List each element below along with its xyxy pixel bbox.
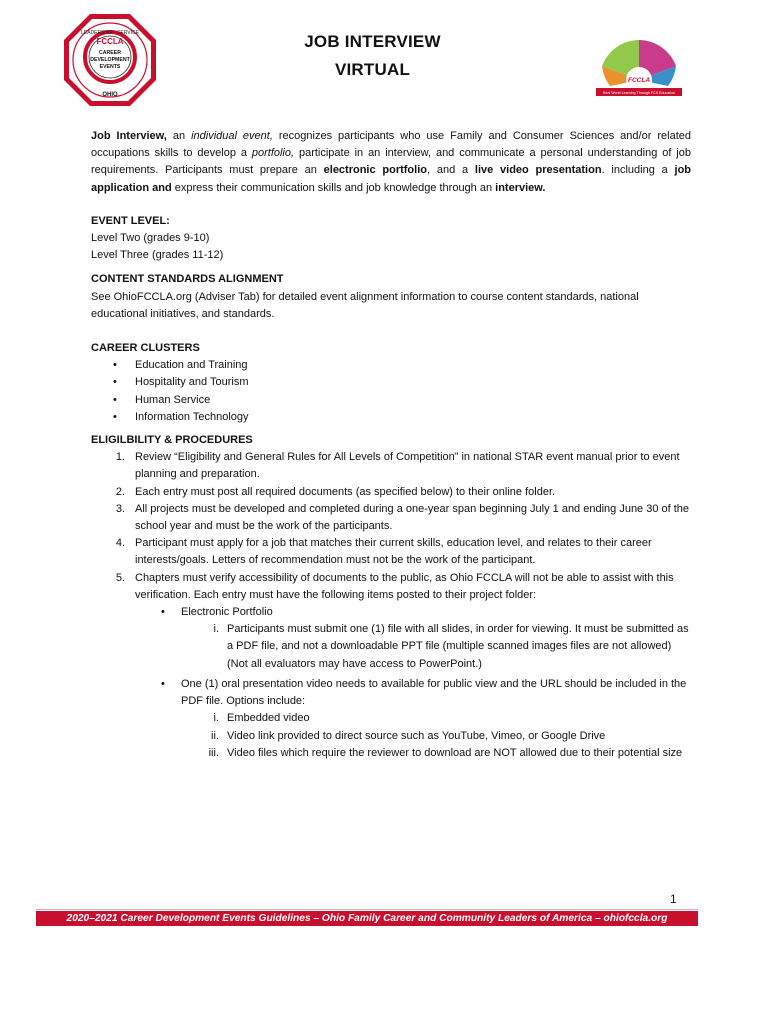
list-item: • Information Technology	[91, 409, 691, 426]
footer-divider	[36, 909, 698, 910]
svg-text:Real World Learning Through FC: Real World Learning Through FCS Education	[602, 91, 676, 95]
list-item	[181, 621, 691, 673]
item-number: i.	[213, 712, 219, 725]
career-clusters-list	[91, 357, 691, 426]
intro-text: express their communication skills and job knowledge through an	[171, 181, 496, 194]
video-options-sublist	[181, 710, 691, 762]
svg-text:FCCLA: FCCLA	[627, 77, 651, 84]
eligibility-heading: ELIGILBILITY & PROCEDURES	[91, 434, 253, 447]
list-item: • Human Service	[91, 392, 691, 409]
intro-text: interview.	[495, 181, 546, 194]
item-text: Participants must submit one (1) file with all slides, in order for viewing. It must be submitted as a PDF file, and not a downloadable PPT file (multiple scanned images files are not allowed) (Not all evaluators may have access to PowerPoint.)	[227, 623, 689, 670]
item-number: 2.	[115, 485, 125, 498]
portfolio-label: Electronic Portfolio	[181, 606, 273, 619]
item-number: iii.	[208, 746, 219, 759]
video-label: One (1) oral presentation video needs to available for public view and the URL should be included in the PDF file. Options include:	[181, 677, 687, 708]
svg-text:CAREER: CAREER	[99, 50, 121, 56]
event-level-heading: EVENT LEVEL:	[91, 214, 170, 227]
list-item	[91, 570, 691, 762]
list-item	[91, 449, 691, 483]
item-number: 5.	[115, 571, 125, 584]
item-number: i.	[213, 623, 219, 636]
list-item	[91, 501, 691, 535]
item-number: 1.	[115, 451, 125, 464]
intro-text: live video presentation	[474, 164, 602, 177]
intro-text: an	[166, 130, 192, 142]
list-item	[135, 676, 691, 762]
list-item	[181, 745, 691, 762]
item-text: Review “Eligibility and General Rules for All Levels of Competition” in national STAR event manual prior to event planning and preparation.	[135, 451, 680, 481]
page-number: 1	[670, 892, 677, 906]
item-text: All projects must be developed and completed during a one-year span beginning July 1 and ending June 30 of the school year and must be the work of the participants.	[135, 502, 690, 533]
standards-text: See OhioFCCLA.org (Adviser Tab) for detailed event alignment information to course content standards, national educational initiatives, and standards.	[91, 290, 639, 320]
intro-text: recognizes participants who use Family and Consumer Sciences and/or related occupations skills to develop a	[91, 130, 691, 160]
event-level-line: Level Three (grades 11-12)	[91, 249, 224, 262]
standards-heading: CONTENT STANDARDS ALIGNMENT	[91, 273, 284, 286]
intro-text: , and a	[427, 164, 475, 177]
svg-text:EVENTS: EVENTS	[99, 64, 121, 70]
list-item	[181, 710, 691, 727]
page-title-line1: JOB INTERVIEW	[304, 32, 441, 51]
list-item	[91, 484, 691, 501]
list-item: • Hospitality and Tourism	[91, 374, 691, 391]
intro-text: individual event,	[191, 130, 273, 142]
svg-text:DEVELOPMENT: DEVELOPMENT	[90, 57, 130, 63]
item-text: Embedded video	[227, 712, 310, 725]
item-text: Each entry must post all required documents (as specified below) to their online folder.	[135, 485, 556, 498]
event-level-line: Level Two (grades 9-10)	[91, 232, 210, 245]
item-text: Chapters must verify accessibility of documents to the public, as Ohio FCCLA will not be able to assist with this verification. Each entry must have the following items posted to their project folder:	[135, 571, 674, 601]
fccla-real-world-learning-logo	[594, 36, 684, 98]
svg-text:OHIO: OHIO	[102, 92, 118, 98]
svg-text:FCCLA: FCCLA	[96, 37, 124, 46]
svg-text:LEADERSHIP · SERVICE: LEADERSHIP · SERVICE	[81, 30, 139, 36]
item-text: Participant must apply for a job that matches their current skills, education level, and relates to their career interests/goals. Letters of recommendation must not be the work of the participant.	[135, 537, 652, 567]
list-item	[135, 604, 691, 673]
item-number: ii.	[211, 729, 219, 742]
intro-paragraph	[91, 128, 691, 197]
required-items-list	[135, 604, 691, 762]
intro-text: participate in an interview, and communicate a personal understanding of job requirements. Participants must prepare an	[91, 147, 691, 177]
item-number: 3.	[115, 502, 125, 515]
career-clusters-heading: CAREER CLUSTERS	[91, 342, 200, 355]
item-text: Video files which require the reviewer to download are NOT allowed due to their potential size	[227, 746, 683, 759]
item-text: Video link provided to direct source such as YouTube, Vimeo, or Google Drive	[227, 729, 606, 742]
intro-text: portfolio,	[251, 147, 295, 160]
list-item: • Education and Training	[91, 357, 691, 374]
eligibility-list	[91, 449, 691, 762]
page-title-line2: VIRTUAL	[334, 60, 411, 79]
intro-text: job application and	[91, 164, 692, 194]
list-item	[91, 535, 691, 569]
intro-text: . including a	[601, 164, 675, 177]
event-description-body	[91, 128, 691, 762]
ohio-fccla-cde-logo	[62, 12, 158, 108]
intro-text: electronic portfolio	[323, 164, 427, 177]
portfolio-sublist	[181, 621, 691, 673]
intro-event-name: Job Interview,	[91, 130, 167, 142]
item-number: 4.	[115, 537, 125, 550]
list-item	[181, 728, 691, 745]
footer-banner: 2020–2021 Career Development Events Guidelines – Ohio Family Career and Community Leaders of America – ohiofccla.org	[36, 911, 698, 926]
